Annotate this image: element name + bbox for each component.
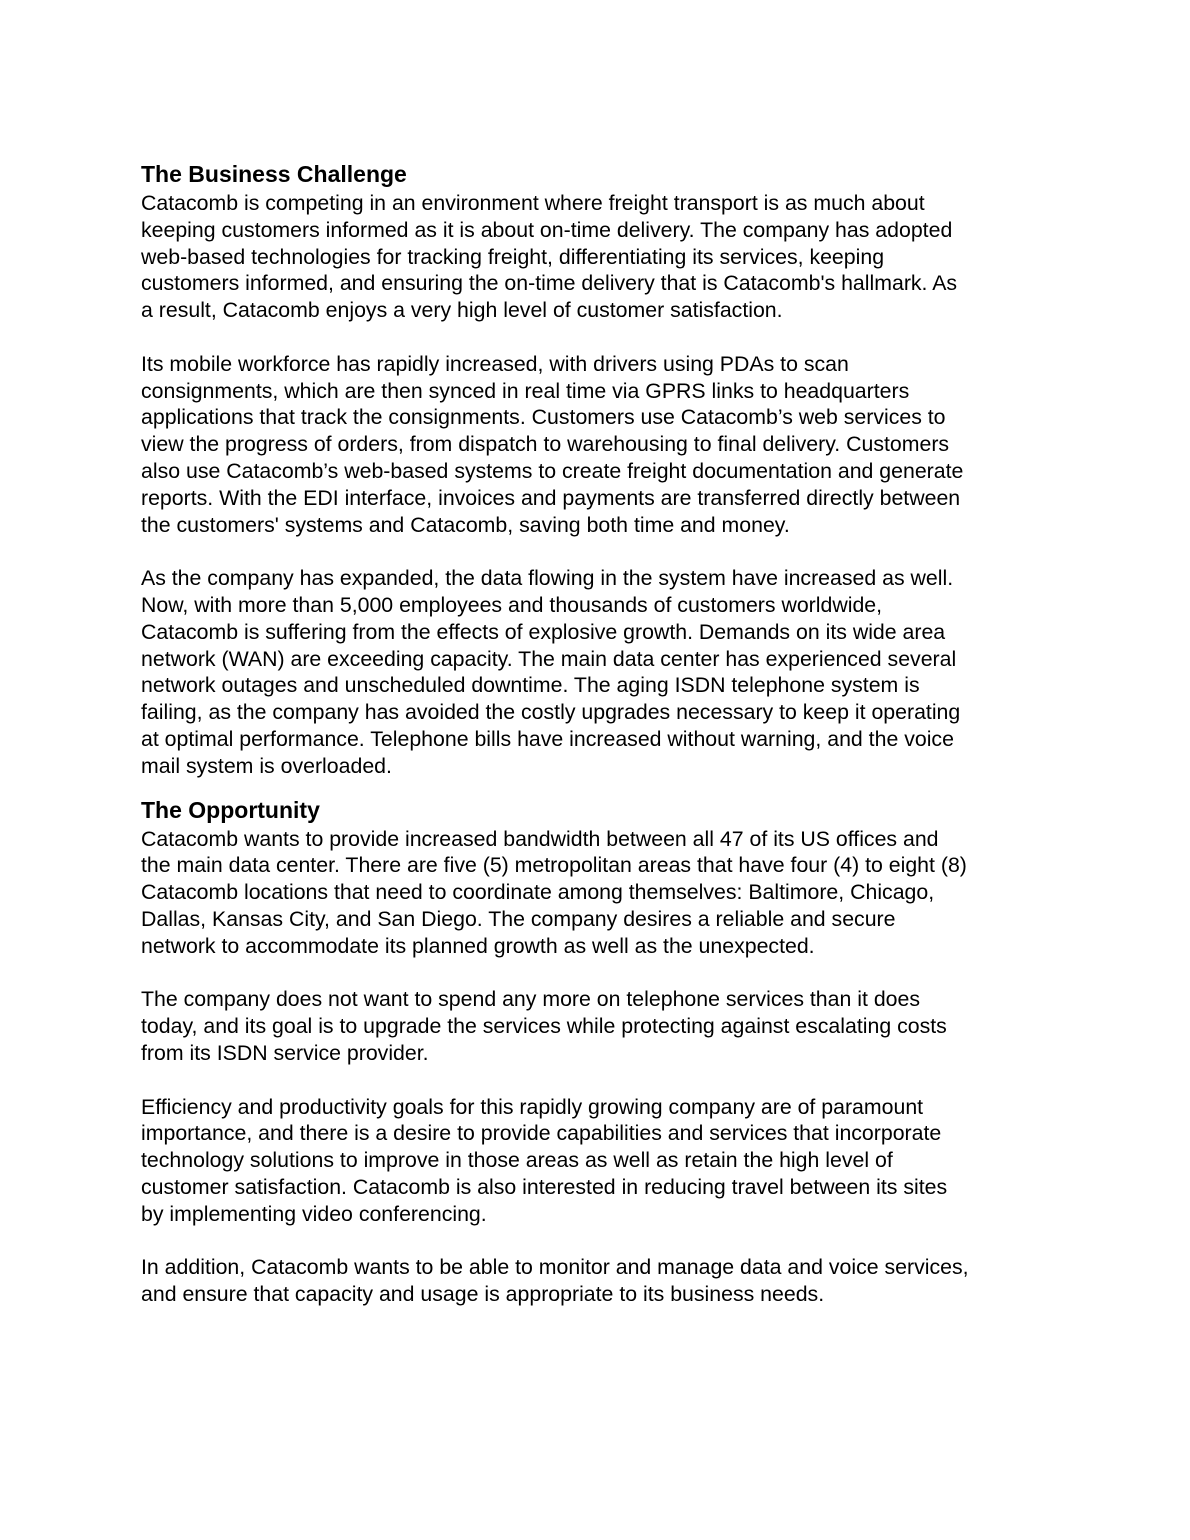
text-line: In addition, Catacomb wants to be able to monitor and manage data and voice services,	[141, 1255, 969, 1280]
text-line: at optimal performance. Telephone bills have increased without warning, and the voice	[141, 726, 954, 751]
text-line: from its ISDN service provider.	[141, 1040, 429, 1065]
text-line: a result, Catacomb enjoys a very high level of customer satisfaction.	[141, 298, 783, 323]
text-line: applications that track the consignments. Customers use Catacomb’s web services to	[141, 405, 946, 430]
text-line: mail system is overloaded.	[141, 753, 392, 778]
text-line: keeping customers informed as it is about on-time delivery. The company has adopted	[141, 217, 953, 242]
text-line: technology solutions to improve in those areas as well as retain the high level of	[141, 1148, 893, 1173]
text-line: Catacomb is suffering from the effects of explosive growth. Demands on its wide area	[141, 619, 946, 644]
document-page	[141, 158, 1051, 1335]
text-line: and ensure that capacity and usage is appropriate to its business needs.	[141, 1282, 825, 1307]
text-line: network (WAN) are exceeding capacity. The main data center has experienced several	[141, 646, 957, 671]
text-line: by implementing video conferencing.	[141, 1201, 487, 1226]
text-line: network outages and unscheduled downtime. The aging ISDN telephone system is	[141, 673, 920, 698]
text-line: consignments, which are then synced in real time via GPRS links to headquarters	[141, 378, 910, 403]
paragraph-opportunity-3	[141, 1094, 1051, 1228]
text-line: Now, with more than 5,000 employees and thousands of customers worldwide,	[141, 592, 883, 617]
text-line: Efficiency and productivity goals for this rapidly growing company are of paramount	[141, 1094, 924, 1119]
paragraph-opportunity-2	[141, 986, 1051, 1066]
text-line: also use Catacomb’s web-based systems to create freight documentation and generate	[141, 458, 964, 483]
text-line: network to accommodate its planned growth as well as the unexpected.	[141, 933, 815, 958]
text-line: failing, as the company has avoided the costly upgrades necessary to keep it operating	[141, 700, 961, 725]
text-line: the main data center. There are five (5) metropolitan areas that have four (4) to eight (8)	[141, 853, 967, 878]
text-line: customers informed, and ensuring the on-time delivery that is Catacomb's hallmark. As	[141, 271, 958, 296]
section-heading-opportunity: The Opportunity	[141, 796, 320, 823]
text-line: web-based technologies for tracking freight, differentiating its services, keeping	[141, 244, 885, 269]
paragraph-opportunity-1	[141, 826, 1051, 960]
text-line: importance, and there is a desire to provide capabilities and services that incorporate	[141, 1121, 942, 1146]
paragraph-opportunity-4	[141, 1254, 1051, 1308]
text-line: the customers' systems and Catacomb, saving both time and money.	[141, 512, 790, 537]
text-line: Catacomb locations that need to coordinate among themselves: Baltimore, Chicago,	[141, 880, 935, 905]
text-line: Catacomb is competing in an environment where freight transport is as much about	[141, 191, 925, 215]
text-line: customer satisfaction. Catacomb is also interested in reducing travel between its sites	[141, 1174, 948, 1199]
text-line: The company does not want to spend any more on telephone services than it does	[141, 987, 921, 1012]
paragraph-business-challenge-1	[141, 190, 1051, 324]
section-heading-business-challenge: The Business Challenge	[141, 161, 407, 187]
text-line: today, and its goal is to upgrade the services while protecting against escalating costs	[141, 1014, 947, 1039]
text-line: Its mobile workforce has rapidly increased, with drivers using PDAs to scan	[141, 351, 849, 376]
paragraph-business-challenge-2	[141, 351, 1051, 539]
text-line: As the company has expanded, the data flowing in the system have increased as well.	[141, 566, 954, 591]
text-line: Catacomb wants to provide increased bandwidth between all 47 of its US offices and	[141, 826, 939, 851]
paragraph-business-challenge-3	[141, 565, 1051, 779]
text-line: Dallas, Kansas City, and San Diego. The company desires a reliable and secure	[141, 906, 896, 931]
text-line: view the progress of orders, from dispatch to warehousing to final delivery. Customers	[141, 432, 950, 457]
text-line: reports. With the EDI interface, invoices and payments are transferred directly between	[141, 485, 961, 510]
